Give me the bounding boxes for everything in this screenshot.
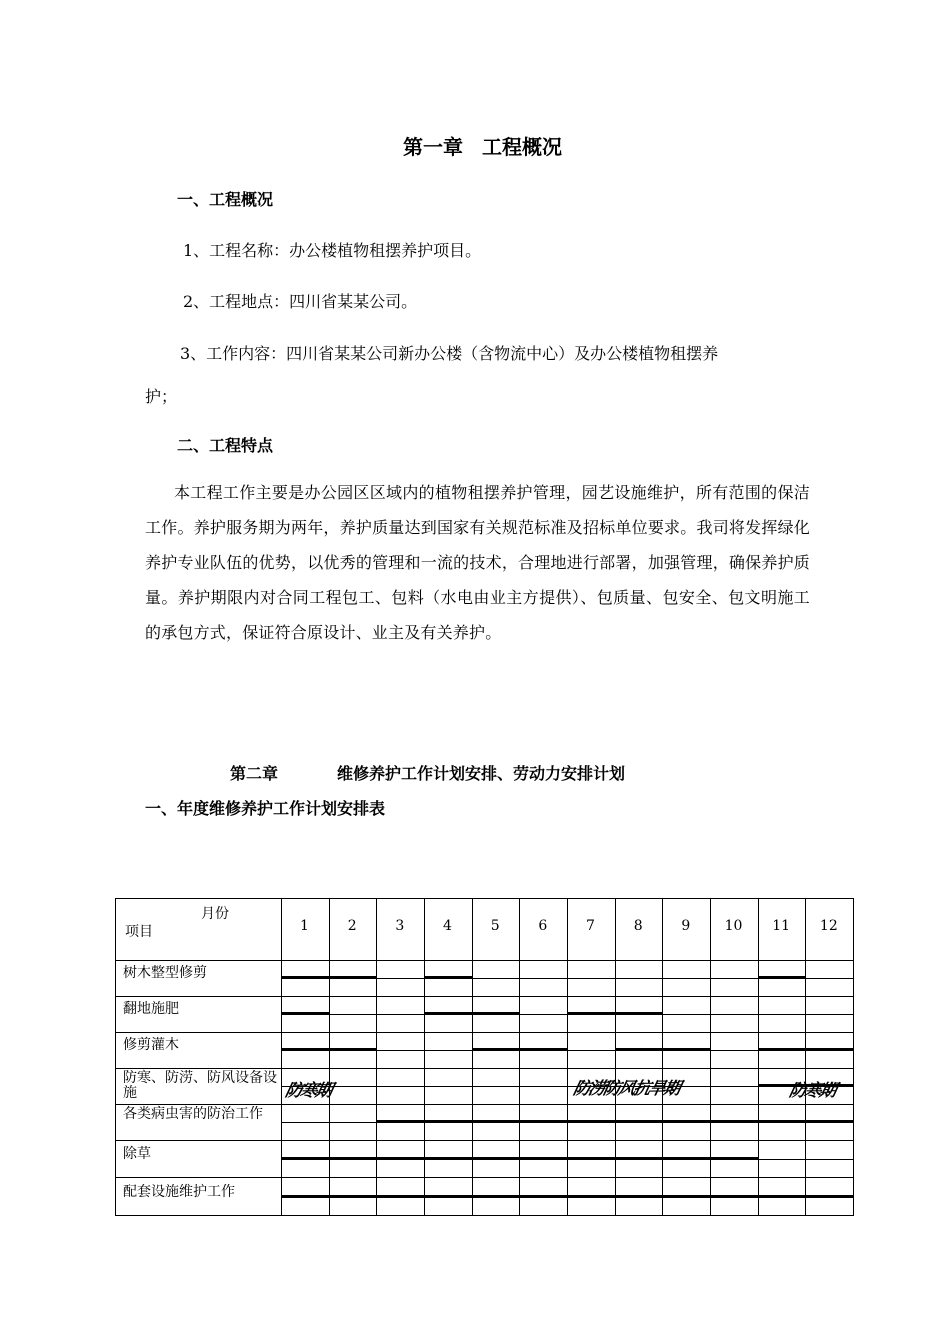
header-month-label: 月份 (201, 906, 229, 922)
plan-table-title: 一、年度维修养护工作计划安排表 (145, 799, 386, 818)
month-number: 4 (443, 918, 452, 934)
item-project-name: 1、工程名称：办公楼植物租摆养护项目。 (183, 241, 482, 260)
schedule-bar (281, 1157, 330, 1160)
column-divider (567, 898, 568, 1216)
column-divider (805, 898, 806, 1216)
project-features-paragraph: 本工程工作主要是办公园区区域内的植物租摆养护管理，园艺设施维护，所有范围的保洁工作。养护服务期为两年，养护质量达到国家有关规范标准及招标单位要求。我司将发挥绿化养护专业队伍的优势，以优秀的管理和一流的技术，合理地进行部署，加强管理，确保养护质量。养护期限内对合同工程包工、包料（水电由业主方提供）、包质量、包安全、包文明施工的承包方式，保证符合原设计、业主及有关养护。 (145, 483, 810, 642)
month-number: 7 (586, 918, 595, 934)
table-border-left (115, 898, 116, 1216)
schedule-bar (567, 1120, 616, 1123)
row-divider (115, 898, 853, 899)
season-label-winter-1: 防寒期 (283, 1081, 333, 1101)
chapter2-label: 第二章 (230, 764, 279, 783)
item-work-content-cont: 护； (145, 387, 178, 406)
schedule-bar (758, 1195, 807, 1198)
row-label: 修剪灌木 (123, 1037, 179, 1053)
column-divider (472, 898, 473, 1216)
column-divider (710, 898, 711, 1216)
annual-plan-table (115, 898, 853, 1216)
column-divider (615, 898, 616, 1216)
column-divider (853, 898, 854, 1216)
schedule-bar (424, 1012, 473, 1015)
schedule-bar (472, 1012, 521, 1015)
row-divider (115, 1140, 853, 1141)
season-label-flood-drought: 防涝防风抗旱期 (571, 1079, 681, 1099)
schedule-bar (567, 1012, 616, 1015)
chapter2-title: 维修养护工作计划安排、劳动力安排计划 (337, 764, 626, 783)
schedule-bar (519, 1157, 568, 1160)
row-label: 树木整型修剪 (123, 965, 207, 981)
schedule-bar (472, 1120, 521, 1123)
item-project-location: 2、工程地点：四川省某某公司。 (183, 292, 418, 311)
section1-title: 一、工程概况 (177, 190, 274, 209)
schedule-bar (329, 1048, 378, 1051)
schedule-bar (758, 976, 807, 979)
schedule-bar (615, 1012, 664, 1015)
schedule-bar (329, 976, 378, 979)
schedule-bar (758, 1048, 807, 1051)
column-divider (662, 898, 663, 1216)
schedule-bar (615, 1195, 664, 1198)
chapter1-title: 第一章 工程概况 (403, 135, 562, 159)
month-number: 10 (724, 918, 743, 934)
schedule-bar (281, 976, 330, 979)
schedule-bar (662, 1195, 711, 1198)
row-divider (115, 996, 853, 997)
column-divider (424, 898, 425, 1216)
schedule-bar (615, 1120, 664, 1123)
schedule-bar (376, 1120, 425, 1123)
month-number: 1 (300, 918, 309, 934)
row-label: 配套设施维护工作 (123, 1184, 235, 1200)
schedule-bar (472, 1195, 521, 1198)
schedule-bar (615, 1157, 664, 1160)
column-divider (758, 898, 759, 1216)
schedule-bar (710, 1195, 759, 1198)
schedule-bar (376, 1195, 425, 1198)
month-number: 2 (347, 918, 357, 934)
schedule-bar (519, 1195, 568, 1198)
row-divider (115, 1104, 853, 1105)
schedule-bar (662, 1048, 711, 1051)
schedule-bar (472, 1157, 521, 1160)
month-number: 12 (819, 918, 838, 934)
section2-title: 二、工程特点 (177, 436, 274, 455)
month-number: 9 (681, 918, 691, 934)
schedule-bar (424, 1195, 473, 1198)
schedule-bar (424, 1157, 473, 1160)
row-divider (115, 960, 853, 961)
schedule-bar (281, 1048, 330, 1051)
schedule-bar (758, 1120, 807, 1123)
row-divider (115, 1032, 853, 1033)
schedule-bar (424, 1120, 473, 1123)
schedule-bar (329, 1157, 378, 1160)
schedule-bar (710, 1157, 759, 1160)
month-number: 11 (772, 918, 791, 934)
schedule-bar (662, 1120, 711, 1123)
row-divider (115, 1068, 853, 1069)
schedule-bar (519, 1120, 568, 1123)
row-divider (115, 1177, 853, 1178)
item-work-content: 3、工作内容：四川省某某公司新办公楼（含物流中心）及办公楼植物租摆养 (180, 344, 719, 363)
row-divider (115, 1215, 853, 1216)
schedule-bar (615, 1048, 664, 1051)
schedule-bar (424, 976, 473, 979)
row-label: 防寒、防涝、防风设备设施 (123, 1070, 277, 1101)
row-label: 除草 (123, 1146, 151, 1162)
month-number: 3 (395, 918, 405, 934)
month-number: 6 (538, 918, 548, 934)
schedule-bar (281, 1012, 330, 1015)
month-number: 5 (490, 918, 500, 934)
schedule-bar (472, 1048, 521, 1051)
schedule-bar (567, 1195, 616, 1198)
column-divider (376, 898, 377, 1216)
row-label: 各类病虫害的防治工作 (123, 1106, 263, 1122)
column-divider (281, 898, 282, 1216)
schedule-bar (519, 1048, 568, 1051)
schedule-bar (567, 1157, 616, 1160)
month-number: 8 (633, 918, 643, 934)
schedule-bar (805, 1048, 854, 1051)
header-item-label: 项目 (125, 924, 153, 940)
column-divider (519, 898, 520, 1216)
row-label: 翻地施肥 (123, 1001, 179, 1017)
schedule-bar (805, 1195, 854, 1198)
schedule-bar (662, 1157, 711, 1160)
schedule-bar (710, 1120, 759, 1123)
column-divider (329, 898, 330, 1216)
season-label-winter-2: 防寒期 (787, 1081, 837, 1101)
schedule-bar (329, 1195, 378, 1198)
schedule-bar (376, 1157, 425, 1160)
schedule-bar (281, 1195, 330, 1198)
schedule-bar (805, 1120, 854, 1123)
